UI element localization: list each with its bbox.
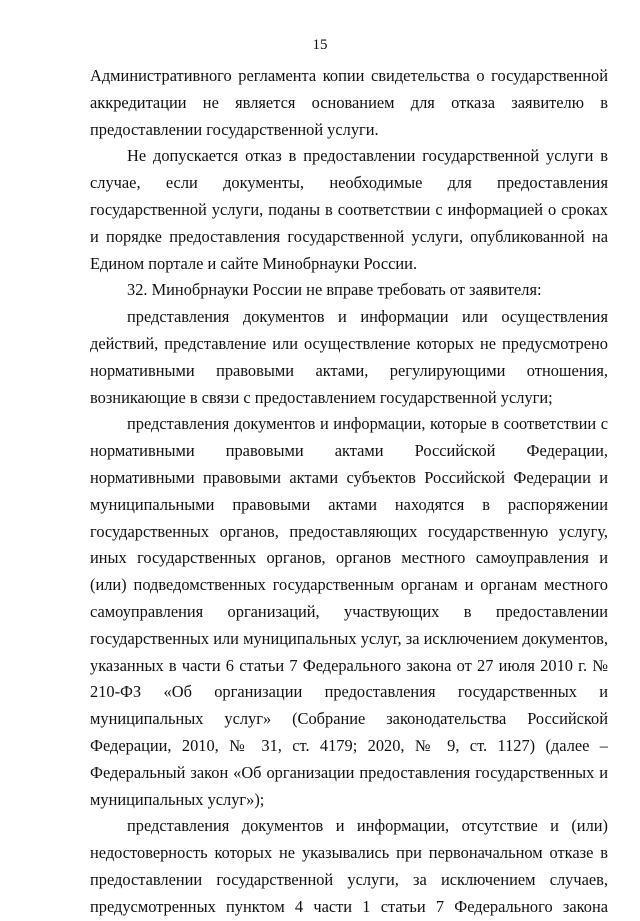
paragraph-section-32-heading: 32. Минобрнауки России не вправе требовать от заявителя: <box>127 280 542 300</box>
paragraph-refusal-not-allowed: Не допускается отказ в предоставлении государственной услуги в случае, если документы, необходимые для предоставления государственной услуги, поданы в соответствии с информацией о сроках и порядке предоставления государственной услуги, опубликованной на Едином портале и сайте Минобрнауки России. <box>90 146 608 273</box>
paragraph-accreditation-continuation: Административного регламента копии свидетельства о государственной аккредитации не является основанием для отказа заявителю в предоставлении государственной услуги. <box>90 66 608 139</box>
paragraph-requirement-previous-refusal: представления документов и информации, отсутствие и (или) недостоверность которых не указывались при первоначальном отказе в предоставлении государственной услуги, за исключением случаев, предусмотренных пунктом 4 части 1 статьи 7 Федерального закона <box>90 816 608 916</box>
paragraph-requirement-documents: представления документов и информации, которые в соответствии с нормативными правовыми актами Российской Федерации, нормативными правовыми актами субъектов Российской Федерации и муниципальными правовыми актами находятся в распоряжении государственных органов, предоставляющих государственную услугу, иных государственных органов, органов местного самоуправления и (или) подведомственных государственным органам и органам местного самоуправления организаций, участвующих в предоставлении государственных или муниципальных услуг, за исключением документов, указанных в части 6 статьи 7 Федерального закона от 27 июля 2010 г. № 210-ФЗ «Об организации предоставления государственных и муниципальных услуг» (Собрание законодательства Российской Федерации, 2010, № 31, ст. 4179; 2020, № 9, ст. 1127) (далее – Федеральный закон «Об организации предоставления государственных и муниципальных услуг»); <box>90 414 608 809</box>
paragraph-requirement-actions: представления документов и информации или осуществления действий, представление или осуществление которых не предусмотрено нормативными правовыми актами, регулирующими отношения, возникающие в связи с предоставлением государственной услуги; <box>90 307 608 407</box>
document-body <box>90 63 608 921</box>
page-number: 15 <box>312 37 328 53</box>
